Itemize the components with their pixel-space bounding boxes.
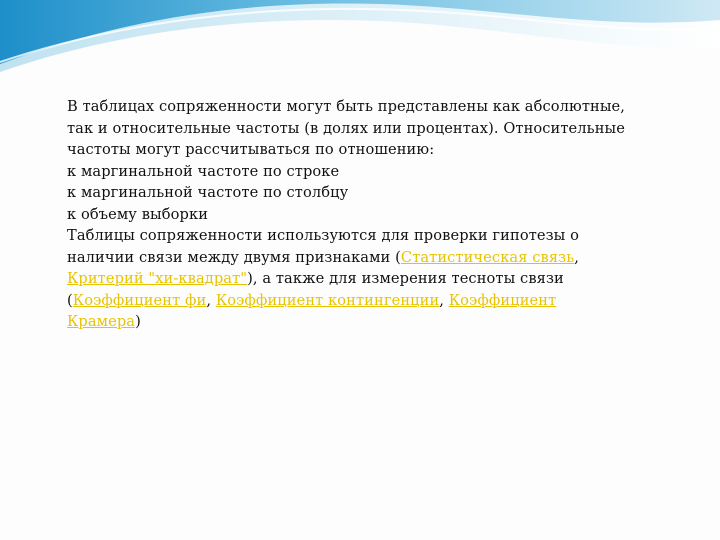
list-item: к маргинальной частоте по столбцу bbox=[67, 184, 349, 201]
usage-text-end: ) bbox=[135, 313, 141, 330]
chi-square-criterion-link[interactable]: Критерий "хи-квадрат" bbox=[67, 270, 248, 287]
usage-text-mid: ), а также для измерения тесноты связи ( bbox=[67, 270, 564, 309]
slide-body bbox=[67, 96, 627, 333]
phi-coefficient-link[interactable]: Коэффициент фи bbox=[72, 291, 207, 309]
usage-text-start: Таблицы сопряженности используются для проверки гипотезы о наличии связи между двумя признаками ( bbox=[67, 227, 580, 266]
separator: , bbox=[574, 248, 580, 266]
intro-paragraph: В таблицах сопряженности могут быть представлены как абсолютные, так и относительные частоты (в долях или процентах). Относительные частоты могут рассчитываться по отношению: bbox=[67, 98, 626, 158]
contingency-coefficient-link[interactable]: Коэффициент контингенции bbox=[215, 291, 440, 309]
separator: , bbox=[206, 291, 216, 309]
statistical-connection-link[interactable]: Статистическая связь bbox=[400, 248, 575, 266]
decorative-wave-header bbox=[0, 0, 720, 110]
separator: , bbox=[439, 291, 449, 309]
cramer-coefficient-link[interactable]: Коэффициент Крамера bbox=[67, 291, 557, 330]
list-item: к объему выборки bbox=[67, 205, 209, 223]
usage-paragraph bbox=[67, 225, 627, 333]
list-item: к маргинальной частоте по строке bbox=[67, 162, 340, 180]
